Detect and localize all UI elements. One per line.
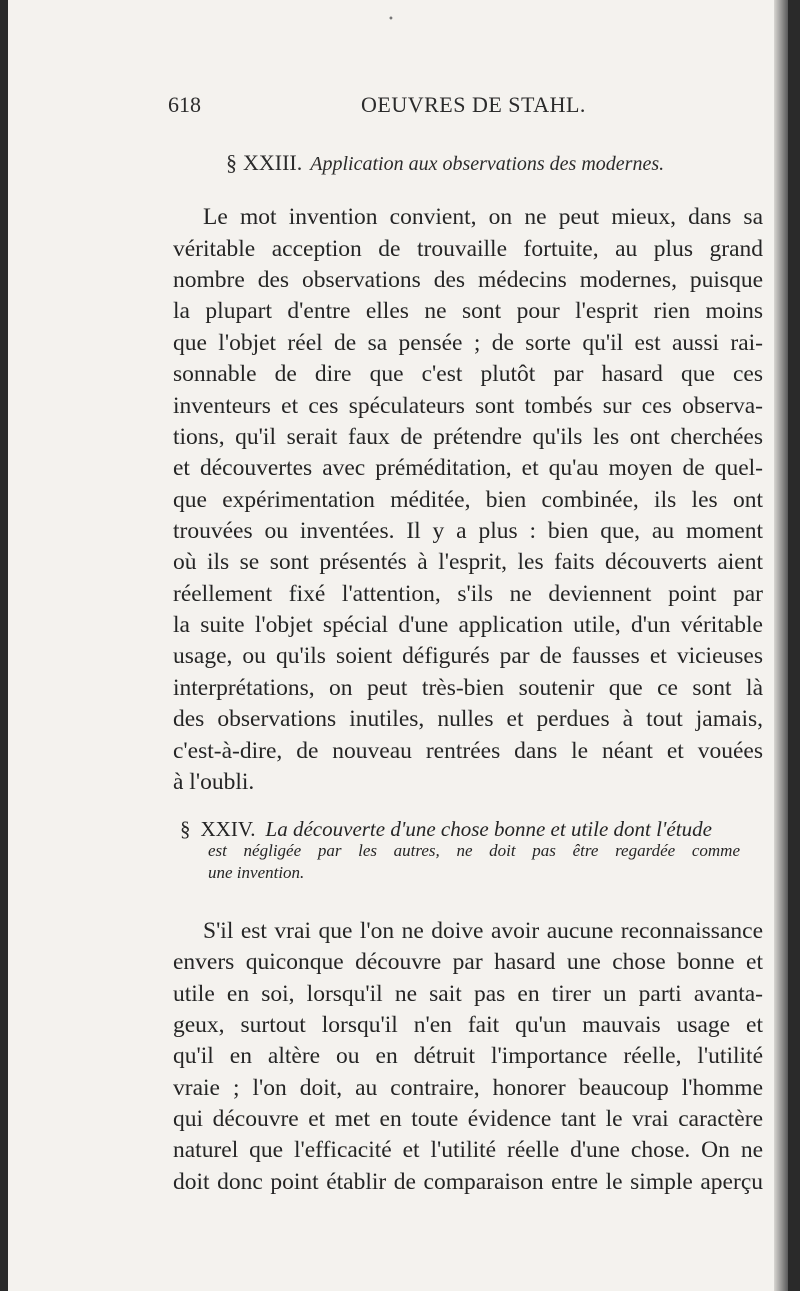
section-title-line: une invention. [208, 863, 305, 882]
text-line: réellement fixé l'attention, s'ils ne deviennent point par [173, 581, 763, 607]
text-line: la suite l'objet spécial d'une application utile, d'un véritable [173, 612, 763, 638]
page-header [168, 92, 758, 122]
text-line: vraie ; l'on doit, au contraire, honorer beaucoup l'homme [173, 1075, 763, 1101]
text-line: et découvertes avec préméditation, et qu'au moyen de quel- [173, 455, 763, 481]
section-symbol: § [180, 817, 191, 841]
running-head: OEUVRES DE STAHL. [361, 92, 586, 117]
section-number: XXIII. [243, 150, 303, 175]
text-line: S'il est vrai que l'on ne doive avoir aucune reconnaissance [203, 918, 763, 944]
section-title: Application aux observations des modernes. [310, 153, 665, 175]
text-line: c'est-à-dire, de nouveau rentrées dans le néant et vouées [173, 738, 763, 764]
section-xxiv-line [180, 818, 740, 840]
text-line: nombre des observations des médecins modernes, puisque [173, 267, 763, 293]
text-line: des observations inutiles, nulles et perdues à tout jamais, [173, 706, 763, 732]
section-title-line: est négligée par les autres, ne doit pas être regardée comme [208, 841, 740, 860]
text-line: tions, qu'il serait faux de prétendre qu'ils les ont cherchées [173, 424, 763, 450]
page-gutter-shadow [774, 0, 788, 1291]
section-xxiii-heading [226, 150, 786, 176]
text-line: naturel que l'efficacité et l'utilité réelle d'une chose. On ne [173, 1137, 763, 1163]
text-line: à l'oubli. [173, 769, 255, 795]
text-line: où ils se sont présentés à l'esprit, les faits découverts aient [173, 549, 763, 575]
text-line: inventeurs et ces spéculateurs sont tombés sur ces observa- [173, 393, 763, 419]
text-line: sonnable de dire que c'est plutôt par hasard que ces [173, 361, 763, 387]
section-xxiv-heading [180, 818, 740, 884]
text-line: véritable acception de trouvaille fortuite, au plus grand [173, 236, 763, 262]
text-line: doit donc point établir de comparaison entre le simple aperçu [173, 1169, 763, 1195]
text-line: Le mot invention convient, on ne peut mieux, dans sa [203, 204, 763, 230]
text-line: usage, ou qu'ils soient défigurés par de fausses et vicieuses [173, 643, 763, 669]
text-line: trouvées ou inventées. Il y a plus : bien que, au moment [173, 518, 763, 544]
text-line: qu'il en altère ou en détruit l'importance réelle, l'utilité [173, 1043, 763, 1069]
text-line: geux, surtout lorsqu'il n'en fait qu'un mauvais usage et [173, 1012, 763, 1038]
print-mark: • [388, 14, 394, 25]
text-line: la plupart d'entre elles ne sont pour l'esprit rien moins [173, 298, 763, 324]
text-line: que l'objet réel de sa pensée ; de sorte qu'il est aussi rai- [173, 330, 763, 356]
text-line: qui découvre et met en toute évidence tant le vrai caractère [173, 1106, 763, 1132]
text-line: que expérimentation méditée, bien combinée, ils les ont [173, 487, 763, 513]
section-symbol: § [226, 150, 237, 175]
section-title-line: La découverte d'une chose bonne et utile dont l'étude [265, 817, 712, 841]
page-number: 618 [168, 92, 201, 117]
text-line: utile en soi, lorsqu'il ne sait pas en tirer un parti avanta- [173, 981, 763, 1007]
section-number: XXIV. [200, 817, 256, 841]
book-page [8, 0, 788, 1291]
text-line: envers quiconque découvre par hasard une chose bonne et [173, 949, 763, 975]
text-line: interprétations, on peut très-bien soutenir que ce sont là [173, 675, 763, 701]
